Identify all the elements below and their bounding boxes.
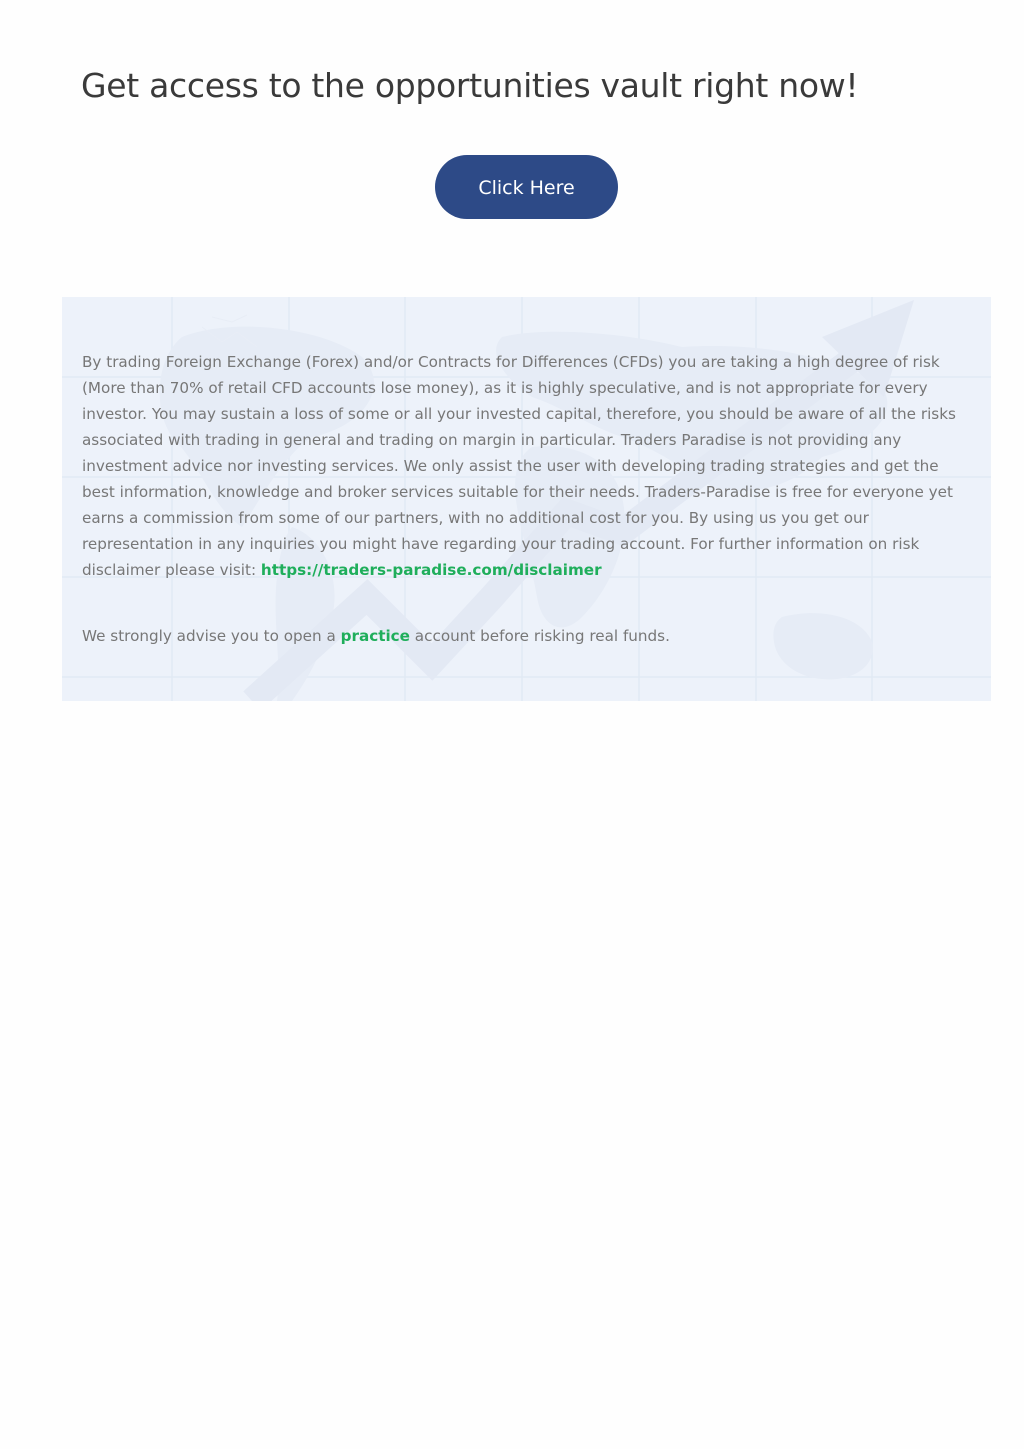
advice-before: We strongly advise you to open a (82, 627, 341, 645)
practice-link[interactable]: practice (340, 627, 410, 645)
click-here-button[interactable]: Click Here (435, 155, 618, 219)
risk-disclaimer-text (82, 349, 974, 583)
page-headline: Get access to the opportunities vault right now! (81, 66, 859, 105)
practice-advice-text (82, 623, 974, 649)
disclaimer-body: By trading Foreign Exchange (Forex) and/or Contracts for Differences (CFDs) you are taking a high degree of risk (More than 70% of retail CFD accounts lose money), as it is highly speculative, and is not appropriate for every investor. You may sustain a loss of some or all your invested capital, therefore, you should be aware of all the risks associated with trading in general and trading on margin in particular. Traders Paradise is not providing any investment advice nor investing services. We only assist the user with developing trading strategies and get the best information, knowledge and broker services suitable for their needs. Traders-Paradise is free for everyone yet earns a commission from some of our partners, with no additional cost for you. By using us you get our representation in any inquiries you might have regarding your trading account. For further information on risk disclaimer please visit: (82, 353, 956, 579)
risk-disclaimer-section (62, 297, 991, 701)
advice-after: account before risking real funds. (409, 627, 670, 645)
disclaimer-link[interactable]: https://traders-paradise.com/disclaimer (260, 561, 602, 579)
